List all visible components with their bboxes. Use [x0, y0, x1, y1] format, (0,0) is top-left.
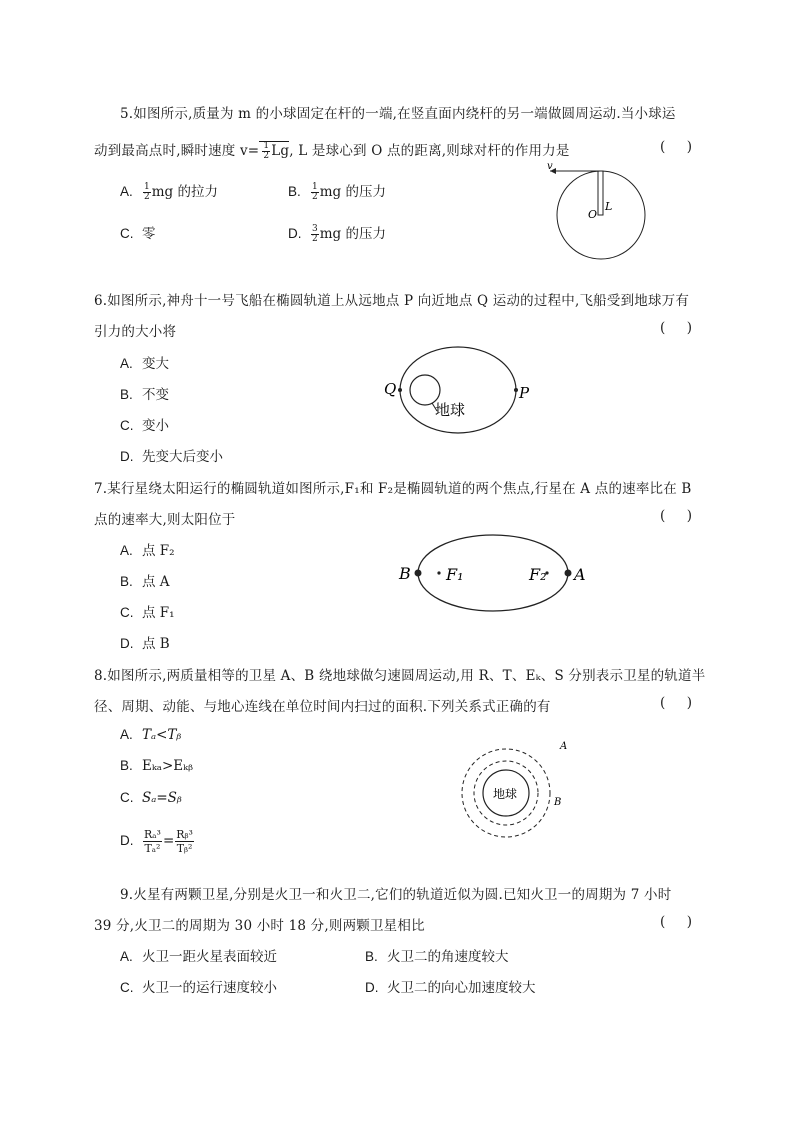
q5-stem-line1: 5.如图所示,质量为 m 的小球固定在杆的一端,在竖直面内绕杆的另一端做圆周运动.当小球运: [120, 106, 676, 122]
q7-point-a: [565, 570, 572, 577]
q7-label-a: A: [574, 565, 586, 584]
q6-option-c[interactable]: C. 变小: [120, 418, 169, 434]
q7-stem-line2: 点的速率大,则太阳位于: [94, 512, 236, 528]
q5-figure: [540, 160, 670, 260]
q5-label-o: O: [588, 208, 598, 221]
q5-rod: [598, 171, 603, 215]
q5-option-c[interactable]: C. 零: [120, 226, 156, 242]
q5-label-v: v: [547, 161, 553, 172]
q5-stem-line2-a: 动到最高点时,瞬时速度 v=: [94, 143, 260, 159]
q8-label-a: A: [560, 741, 568, 752]
q8-answer-bracket: ( ): [660, 695, 692, 711]
q9-stem-line1: 9.火星有两颗卫星,分别是火卫一和火卫二,它们的轨道近似为圆.已知火卫一的周期为 7 小时: [120, 887, 672, 903]
q6-label-earth: 地球: [435, 401, 466, 419]
q6-figure: [375, 345, 540, 440]
q6-stem-line2: 引力的大小将: [94, 324, 177, 340]
q5-frac: $\frac{1}{2}$: [263, 141, 270, 161]
q5-option-b[interactable]: B. $\frac{1}{2}$ mg 的压力: [288, 182, 386, 202]
q8-stem-line2: 径、周期、动能、与地心连线在单位时间内扫过的面积.下列关系式正确的有: [94, 699, 551, 715]
q7-label-f2: F₂: [529, 565, 547, 584]
q5-stem-line2: [94, 139, 570, 161]
q7-answer-bracket: ( ): [660, 508, 692, 524]
q7-option-a[interactable]: A. 点 F₂: [120, 543, 175, 559]
q6-label-p: P: [519, 384, 530, 402]
q6-stem-line1: 6.如图所示,神舟十一号飞船在椭圆轨道上从远地点 P 向近地点 Q 运动的过程中,飞船受到地球万有: [94, 293, 690, 309]
q9-answer-bracket: ( ): [660, 914, 692, 930]
q7-option-c[interactable]: C. 点 F₁: [120, 605, 175, 621]
q5-label-l: L: [605, 200, 613, 213]
q6-point-q: [398, 388, 402, 392]
q8-option-d[interactable]: D. $\frac{\text{Rₐ³}}{\text{Tₐ²}}$ = $\frac{\text{Rᵦ³}}{\text{Tᵦ²}}$: [120, 828, 193, 855]
q8-option-a[interactable]: A. Tₐ<Tᵦ: [120, 727, 182, 743]
q6-option-d[interactable]: D. 先变大后变小: [120, 449, 223, 465]
q8-option-b[interactable]: B. Eₖₐ>Eₖᵦ: [120, 758, 193, 774]
q8-stem-line1: 8.如图所示,两质量相等的卫星 A、B 绕地球做匀速圆周运动,用 R、T、Eₖ、S 分别表示卫星的轨道半: [94, 668, 706, 684]
q8-option-c[interactable]: C. Sₐ=Sᵦ: [120, 790, 182, 806]
q6-orbit: [400, 347, 516, 433]
q8-label-earth: 地球: [493, 787, 518, 801]
q6-label-q: Q: [384, 380, 397, 398]
q5-option-d[interactable]: D. $\frac{3}{2}$ mg 的压力: [288, 224, 386, 244]
q5-option-a[interactable]: A. $\frac{1}{2}$ mg 的拉力: [120, 182, 218, 202]
q8-figure: [430, 735, 580, 855]
q9-option-c[interactable]: C. 火卫一的运行速度较小: [120, 980, 277, 996]
q7-label-b: B: [399, 564, 411, 583]
q7-point-b: [415, 570, 422, 577]
q6-option-b[interactable]: B. 不变: [120, 387, 169, 403]
q7-option-b[interactable]: B. 点 A: [120, 574, 170, 590]
q6-answer-bracket: ( ): [660, 320, 692, 336]
q9-option-a[interactable]: A. 火卫一距火星表面较近: [120, 949, 277, 965]
q6-point-p: [514, 388, 518, 392]
q7-option-d[interactable]: D. 点 B: [120, 636, 170, 652]
q8-label-b: B: [554, 797, 562, 808]
q5-answer-bracket: ( ): [660, 139, 692, 155]
q5-sqrt: $\frac{1}{2}$ Lg: [259, 141, 289, 161]
q9-option-b[interactable]: B. 火卫二的角速度较大: [365, 949, 509, 965]
q9-stem-line2: 39 分,火卫二的周期为 30 小时 18 分,则两颗卫星相比: [94, 918, 425, 934]
q7-focus-f1: [437, 571, 440, 574]
q7-figure: [395, 532, 595, 614]
q5-stem-line2-b: , L 是球心到 O 点的距离,则球对杆的作用力是: [289, 143, 570, 159]
q7-label-f1: F₁: [446, 565, 464, 584]
q6-option-a[interactable]: A. 变大: [120, 356, 169, 372]
q7-stem-line1: 7.某行星绕太阳运行的椭圆轨道如图所示,F₁和 F₂是椭圆轨道的两个焦点,行星在 A 点的速率比在 B: [94, 481, 692, 497]
q9-option-d[interactable]: D. 火卫二的向心加速度较大: [365, 980, 536, 996]
